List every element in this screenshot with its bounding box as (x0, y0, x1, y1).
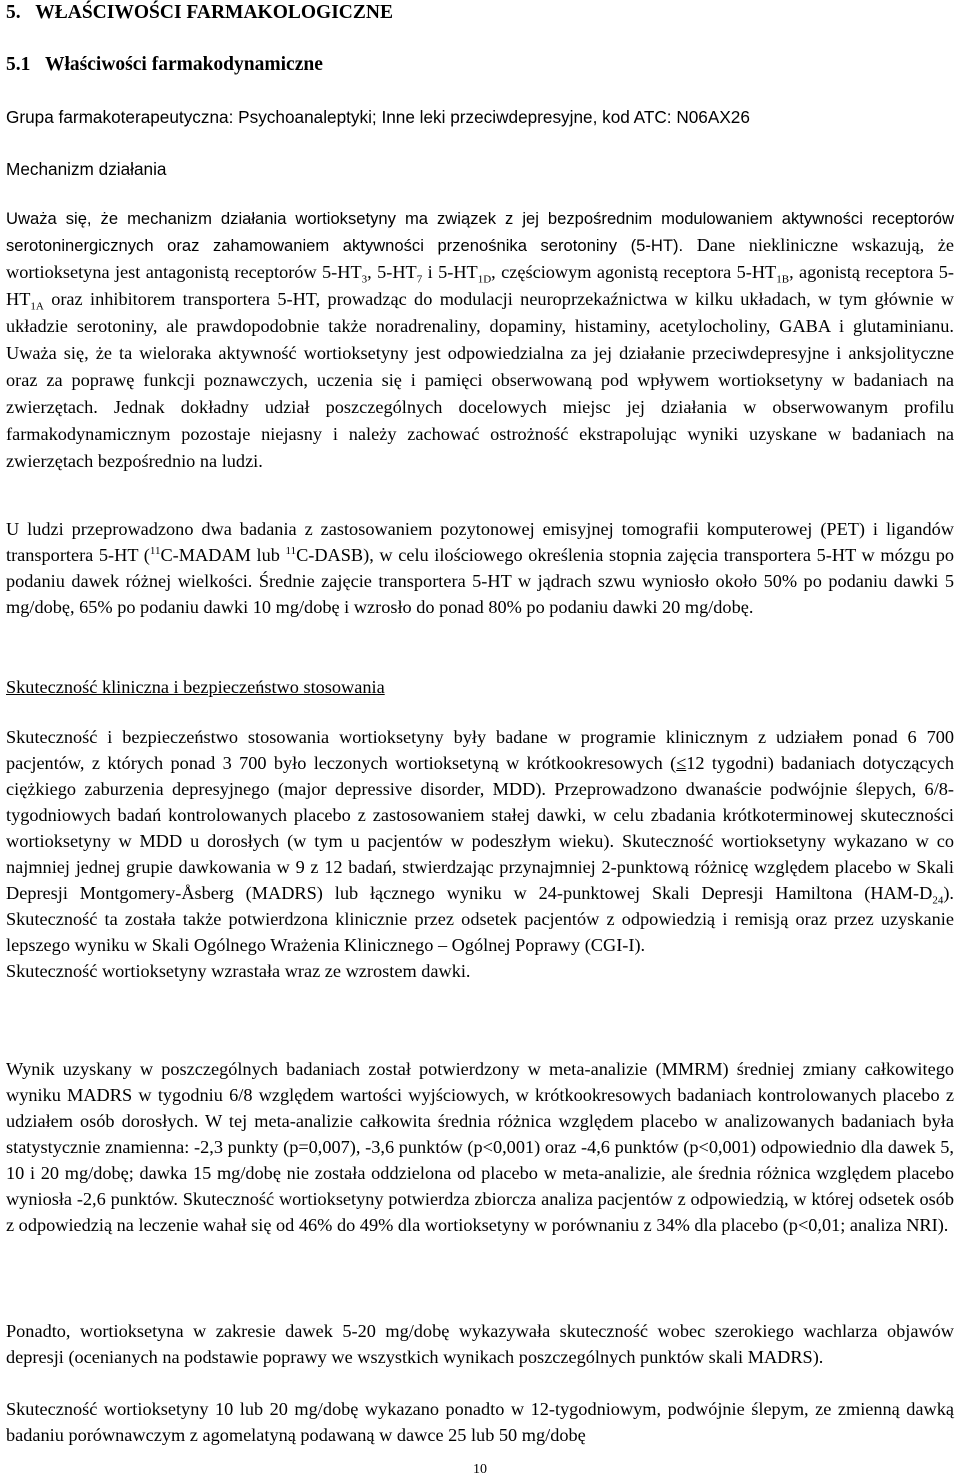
dose-range-paragraph: Ponadto, wortioksetyna w zakresie dawek 5-20 mg/dobę wykazywała skuteczność wobec szerokiego wachlarza objawów depresji (ocenianych na podstawie poprawy we wszystkich wynikach poszczególnych punktów skali MADRS). (6, 1321, 954, 1367)
pet-study-paragraph: U ludzi przeprowadzono dwa badania z zastosowaniem pozytonowej emisyjnej tomografii komputerowej (PET) i ligandów transportera 5-HT ($^{11}$C-MADAM lub $^{11}$C-DASB), w celu ilościowego określenia stopnia zajęcia transportera 5-HT w mózgu po podaniu dawek różnej wielkości. Średnie zajęcie transportera 5-HT w jądrach szwu wyniosło około 50% po podaniu dawki 5 mg/dobę, 65% po podaniu dawki 10 mg/dobę i wzrosło do ponad 80% po podaniu dawki 20 mg/dobę. (6, 519, 954, 617)
subsection-title: 5.1 Właściwości farmakodynamiczne (6, 54, 323, 75)
efficacy-dose-sentence: Skuteczność wortioksetyny wzrastała wraz ze wzrostem dawki. (6, 961, 471, 981)
agomelatine-paragraph: Skuteczność wortioksetyny 10 lub 20 mg/dobę wykazano ponadto w 12-tygodniowym, podwójnie ślepym, ze zmienną dawką badaniu porównawczym z agomelatyną podawaną w dawce 25 lub 50 mg/dobę (6, 1399, 954, 1445)
section-title: 5. WŁAŚCIWOŚCI FARMAKOLOGICZNE (6, 2, 393, 23)
meta-analysis-paragraph: Wynik uzyskany w poszczególnych badaniach został potwierdzony w meta-analizie (MMRM) średniej zmiany całkowitego wyniku MADRS w tygodniu 6/8 względem wartości wyjściowych, w krótkookresowych badaniach kontrolowanych placebo z udziałem osób dorosłych. W tej meta-analizie całkowita średnia różnica względem placebo w analizowanych badaniach była statystycznie znamienna: -2,3 punkty (p=0,007), -3,6 punktów (p<0,001) oraz -4,6 punktów (p<0,001) odpowiednio dla dawek 5, 10 i 20 mg/dobę; dawka 15 mg/dobę nie została oddzielona od placebo w meta-analizie, ale średnia różnica względem placebo wyniosła -2,6 punktów. Skuteczność wortioksetyny potwierdza zbiorcza analiza pacjentów z odpowiedzią, w której odsetek osób z odpowiedzią na leczenie wahał się od 46% do 49% dla wortioksetyny w porównaniu z 34% dla placebo (p<0,01; analiza NRI). (6, 1059, 954, 1235)
efficacy-paragraph: Skuteczność i bezpieczeństwo stosowania wortioksetyny były badane w programie klinicznym z udziałem ponad 6 700 pacjentów, z których ponad 3 700 było leczonych wortioksetyną w krótkookresowych (≤12 tygodni) badaniach dotyczących ciężkiego zaburzenia depresyjnego (major depressive disorder, MDD). Przeprowadzono dwanaście podwójnie ślepych, 6/8-tygodniowych badań kontrolowanych placebo z zastosowaniem stałej dawki, w celu zbadania krótkoterminowej skuteczności wortioksetyny w MDD u dorosłych (w tym u pacjentów w podeszłym wieku). Skuteczność wortioksetyny wykazano w co najmniej jednej grupie dawkowania w 9 z 12 badań, stwierdzając przynajmniej 2-punktową różnicę względem placebo w Skali Depresji Montgomery-Åsberg (MADRS) lub łącznego wyniku w 24-punktowej Skali Depresji Hamiltona $(HAM-D_{24})$. Skuteczność ta została także potwierdzona klinicznie przez odsetek pacjentów z odpowiedzią i remisją oraz przez uzyskanie lepszego wyniku w Skali Ogólnego Wrażenia Klinicznego – Ogólnej Poprawy (CGI-I). Skuteczność wortioksetyny wzrastała wraz ze wzrostem dawki. (6, 724, 954, 984)
mechanism-text-1: Uważa się, że mechanizm działania wortioksetyny ma związek z jej bezpośrednim modulowaniem aktywności receptorów serotoninergicznych oraz zahamowaniem aktywności przenośnika serotoniny (5-HT). (6, 209, 954, 255)
mechanism-text-2: Dane niekliniczne wskazują, że wortioksetyna jest antagonistą receptorów $5-HT_3$, $5-HT_7$ i $5-HT_{1D}$, częściowym agonistą receptora $5-HT_{1B}$, agonistą receptora $5-HT_{1A}$ oraz inhibitorem transportera 5-HT, prowadząc do modulacji neuroprzekaźnictwa w kilku układach, w tym głównie w układzie serotoniny, ale prawdopodobnie także noradrenaliny, dopaminy, histaminy, acetylocholiny, GABA i glutaminianu. Uważa się, że ta wieloraka aktywność wortioksetyny jest odpowiedzialna za jej działanie przeciwdepresyjne i anksjolityczne oraz za poprawę funkcji poznawczych, uczenia się i pamięci obserwowaną pod wpływem wortioksetyny w badaniach na zwierzętach. Jednak dokładny udział poszczególnych docelowych miejsc jej działania w obserwowanym profilu farmakodynamicznym pozostaje niejasny i należy zachować ostrożność ekstrapolując wyniki uzyskane w badaniach na zwierzętach bezpośrednio na ludzi. (6, 235, 954, 471)
efficacy-heading: Skuteczność kliniczna i bezpieczeństwo stosowania (6, 677, 385, 697)
atc-group-line: Grupa farmakoterapeutyczna: Psychoanaleptyki; Inne leki przeciwdepresyjne, kod ATC: N06AX26 (6, 107, 750, 127)
mechanism-heading: Mechanizm działania (6, 159, 167, 179)
mechanism-paragraph (6, 206, 954, 475)
page-number: 10 (473, 1462, 487, 1477)
